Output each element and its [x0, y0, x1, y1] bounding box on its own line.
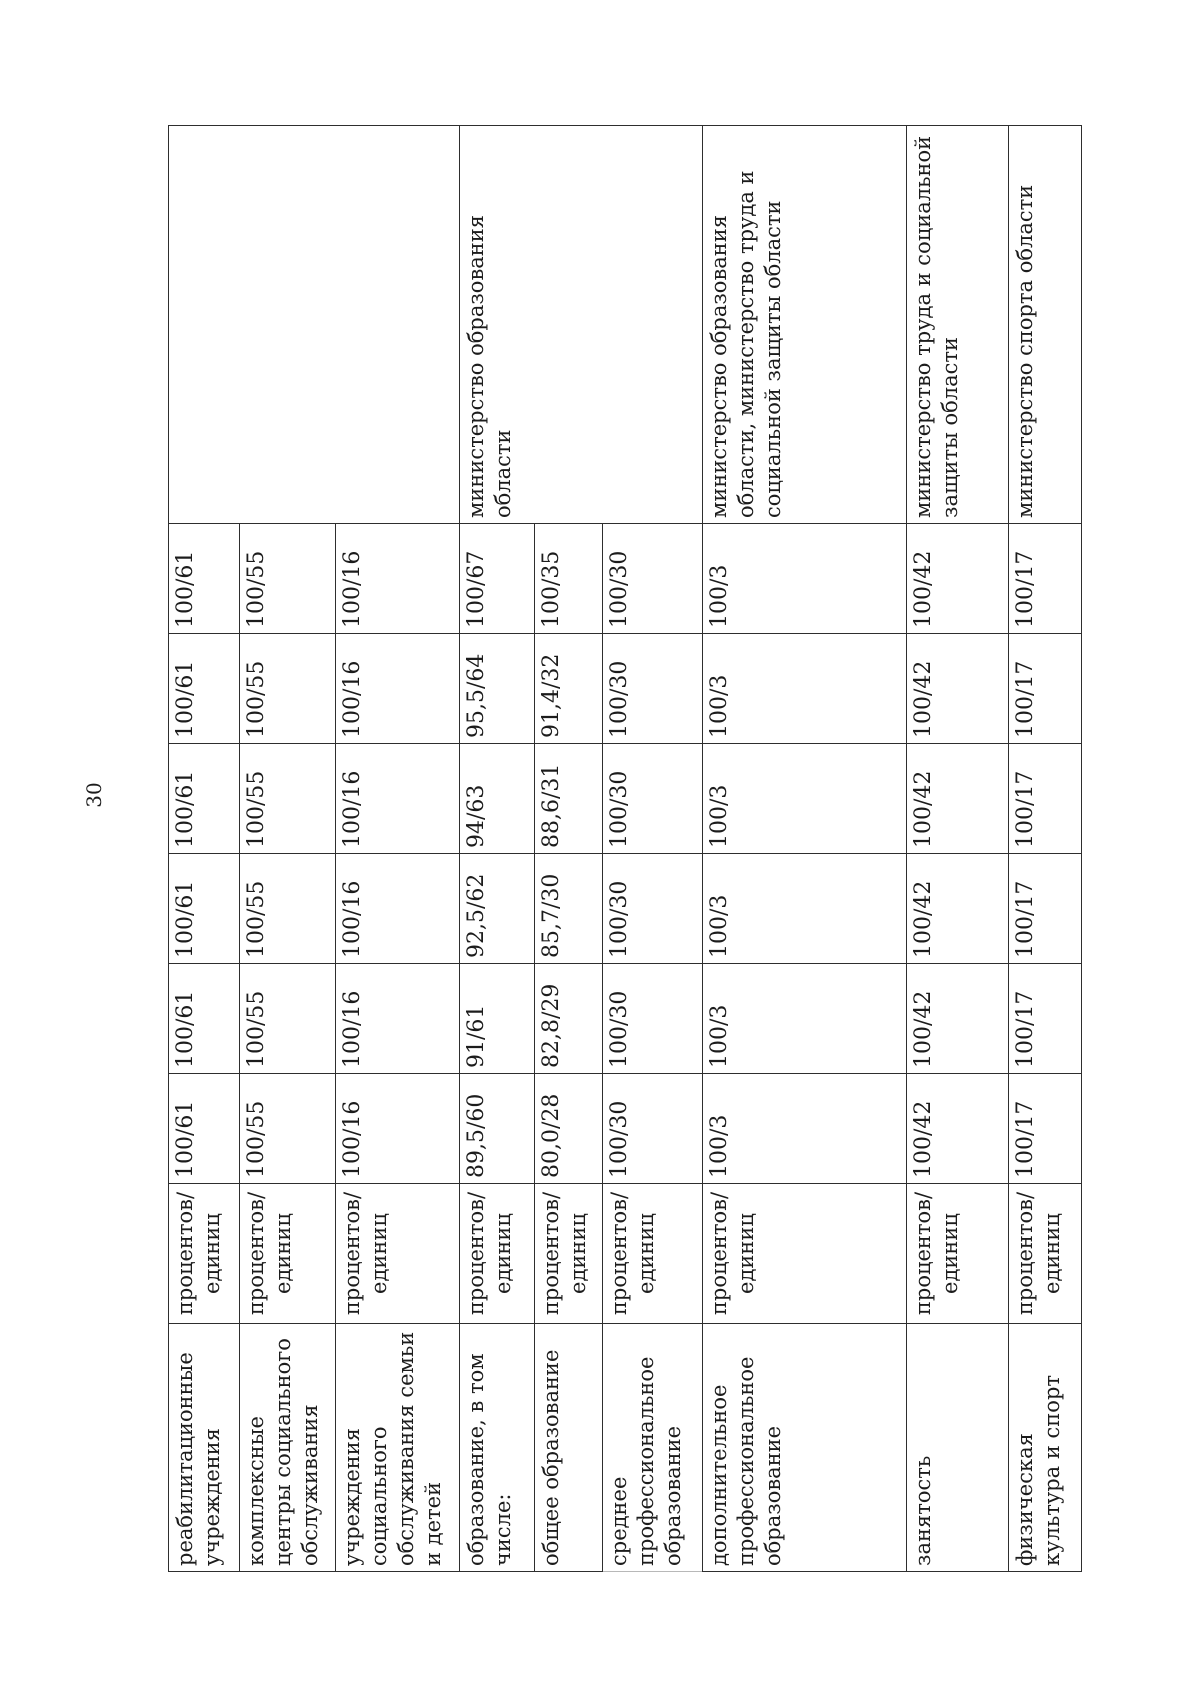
value-cell-5: 100/16	[335, 634, 459, 744]
unit-cell: процентов/ единиц	[459, 1184, 534, 1324]
value-cell-3: 100/30	[602, 854, 702, 964]
value-cell-4: 100/55	[239, 744, 335, 854]
value-cell-1: 89,5/60	[459, 1074, 534, 1184]
responsible-cell: министерство образования области	[459, 126, 703, 524]
value-cell-2: 100/3	[703, 964, 906, 1074]
value-cell-2: 100/61	[169, 964, 240, 1074]
value-cell-2: 100/30	[602, 964, 702, 1074]
value-cell-6: 100/16	[335, 524, 459, 634]
indicator-cell: занятость	[906, 1324, 1009, 1572]
responsible-cell: министерство спорта области	[1009, 126, 1082, 524]
value-cell-2: 100/17	[1009, 964, 1082, 1074]
indicator-cell: общее образование	[534, 1324, 602, 1572]
unit-cell: процентов/ единиц	[239, 1184, 335, 1324]
indicator-cell: реабилитационные учреждения	[169, 1324, 240, 1572]
value-cell-4: 100/30	[602, 744, 702, 854]
table-row	[1009, 126, 1082, 1572]
value-cell-5: 100/61	[169, 634, 240, 744]
value-cell-4: 94/63	[459, 744, 534, 854]
value-cell-1: 100/42	[906, 1074, 1009, 1184]
value-cell-5: 100/55	[239, 634, 335, 744]
rotated-table-wrapper	[168, 126, 1082, 1572]
value-cell-5: 100/30	[602, 634, 702, 744]
indicator-cell: дополнительное профессиональное образование	[703, 1324, 906, 1572]
value-cell-1: 100/55	[239, 1074, 335, 1184]
value-cell-4: 100/61	[169, 744, 240, 854]
value-cell-6: 100/30	[602, 524, 702, 634]
value-cell-2: 100/42	[906, 964, 1009, 1074]
value-cell-3: 100/55	[239, 854, 335, 964]
unit-cell: процентов/ единиц	[335, 1184, 459, 1324]
unit-cell: процентов/ единиц	[703, 1184, 906, 1324]
value-cell-2: 82,8/29	[534, 964, 602, 1074]
value-cell-4: 88,6/31	[534, 744, 602, 854]
unit-cell: процентов/ единиц	[534, 1184, 602, 1324]
value-cell-3: 92,5/62	[459, 854, 534, 964]
value-cell-6: 100/17	[1009, 524, 1082, 634]
page-number: 30	[82, 782, 106, 808]
value-cell-6: 100/61	[169, 524, 240, 634]
unit-cell: процентов/ единиц	[906, 1184, 1009, 1324]
table-row	[169, 126, 240, 1572]
value-cell-1: 100/3	[703, 1074, 906, 1184]
unit-cell: процентов/ единиц	[169, 1184, 240, 1324]
table-row	[459, 126, 534, 1572]
value-cell-4: 100/3	[703, 744, 906, 854]
value-cell-5: 100/42	[906, 634, 1009, 744]
unit-cell: процентов/ единиц	[1009, 1184, 1082, 1324]
value-cell-4: 100/42	[906, 744, 1009, 854]
value-cell-5: 91,4/32	[534, 634, 602, 744]
value-cell-3: 85,7/30	[534, 854, 602, 964]
value-cell-5: 100/3	[703, 634, 906, 744]
value-cell-4: 100/17	[1009, 744, 1082, 854]
value-cell-3: 100/17	[1009, 854, 1082, 964]
table-row	[703, 126, 906, 1572]
table-row	[906, 126, 1009, 1572]
value-cell-3: 100/16	[335, 854, 459, 964]
value-cell-3: 100/42	[906, 854, 1009, 964]
responsible-cell: министерство труда и социальной защиты области	[906, 126, 1009, 524]
value-cell-6: 100/55	[239, 524, 335, 634]
value-cell-1: 100/17	[1009, 1074, 1082, 1184]
value-cell-1: 100/61	[169, 1074, 240, 1184]
unit-cell: процентов/ единиц	[602, 1184, 702, 1324]
value-cell-3: 100/61	[169, 854, 240, 964]
value-cell-2: 91/61	[459, 964, 534, 1074]
indicators-table	[168, 125, 1082, 1572]
responsible-cell	[169, 126, 460, 524]
value-cell-5: 95,5/64	[459, 634, 534, 744]
value-cell-1: 80,0/28	[534, 1074, 602, 1184]
indicator-cell: физическая культура и спорт	[1009, 1324, 1082, 1572]
value-cell-6: 100/35	[534, 524, 602, 634]
value-cell-5: 100/17	[1009, 634, 1082, 744]
value-cell-6: 100/42	[906, 524, 1009, 634]
value-cell-6: 100/3	[703, 524, 906, 634]
indicator-cell: комплексные центры социального обслуживания	[239, 1324, 335, 1572]
responsible-cell: министерство образования области, министерство труда и социальной защиты области	[703, 126, 906, 524]
indicator-cell: образование, в том числе:	[459, 1324, 534, 1572]
value-cell-1: 100/30	[602, 1074, 702, 1184]
indicator-cell: среднее профессиональное образование	[602, 1324, 702, 1572]
value-cell-4: 100/16	[335, 744, 459, 854]
value-cell-3: 100/3	[703, 854, 906, 964]
value-cell-1: 100/16	[335, 1074, 459, 1184]
value-cell-2: 100/16	[335, 964, 459, 1074]
value-cell-6: 100/67	[459, 524, 534, 634]
value-cell-2: 100/55	[239, 964, 335, 1074]
indicator-cell: учреждения социального обслуживания семьи и детей	[335, 1324, 459, 1572]
